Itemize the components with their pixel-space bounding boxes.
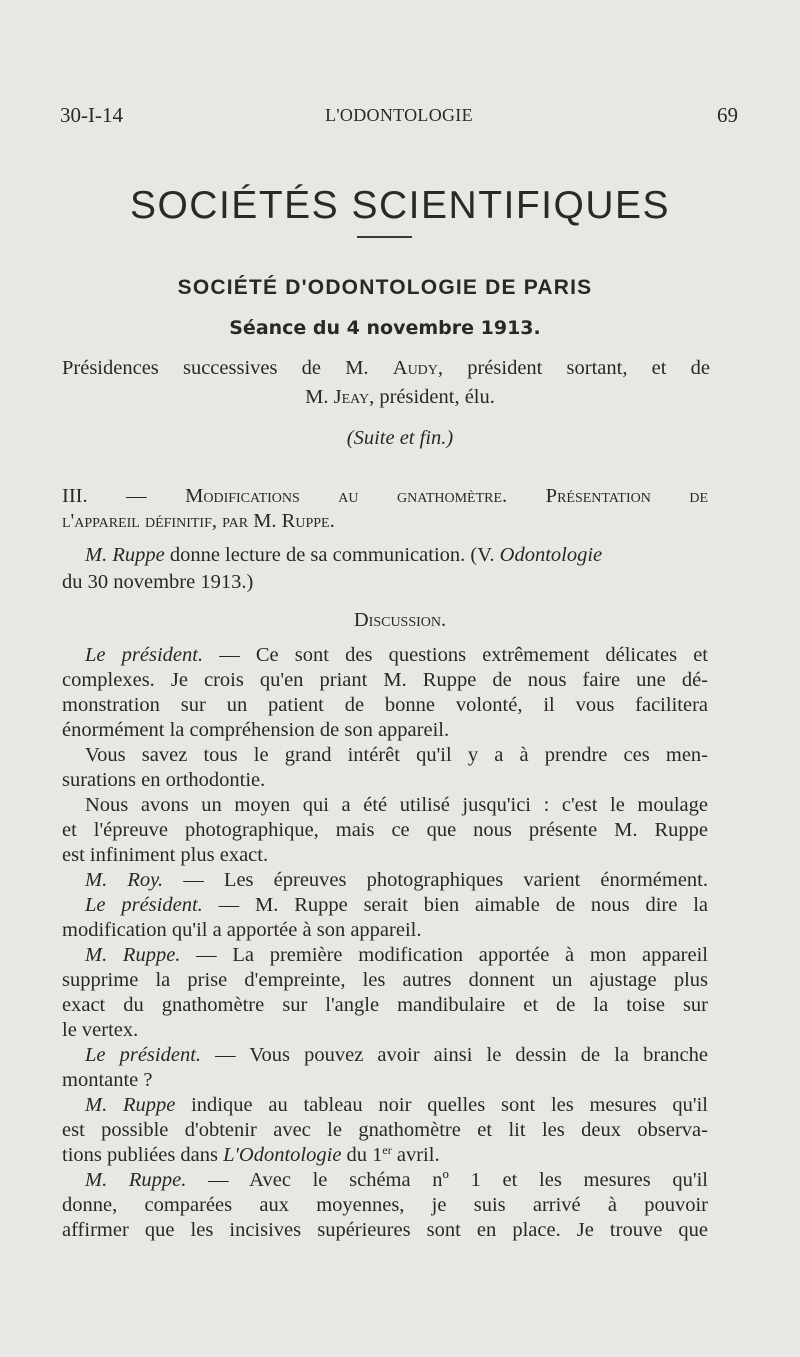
section-heading-line-2: l'appareil définitif, par M. Ruppe. <box>62 510 335 532</box>
header-date: 30-I-14 <box>60 103 123 127</box>
p1-line-4: énormément la compréhension de son appareil. <box>62 719 450 741</box>
p3-line-1: Nous avons un moyen qui a été utilisé jusqu'ici : c'est le moulage <box>85 794 708 816</box>
header-journal-title: L'ODONTOLOGIE <box>325 105 473 125</box>
section-title: SOCIÉTÉS SCIENTIFIQUES <box>129 184 671 227</box>
intro-line-1: M. Ruppe donne lecture de sa communication. (V. Odontologie <box>85 544 603 566</box>
p4-line-1: M. Roy. — Les épreuves photographiques varient énormément. <box>85 869 708 891</box>
p9-line-3: affirmer que les incisives supérieures sont en place. Je trouve que <box>62 1219 708 1241</box>
running-header <box>60 103 738 133</box>
p8-line-2: est possible d'obtenir avec le gnathomètre et lit les deux observa- <box>62 1119 708 1141</box>
title-divider <box>357 236 412 238</box>
p2-line-2: surations en orthodontie. <box>62 769 266 791</box>
p6-line-2: supprime la prise d'empreinte, les autres donnent un ajustage plus <box>62 969 708 991</box>
p9-line-2: donne, comparées aux moyennes, je suis arrivé à pouvoir <box>62 1194 708 1216</box>
p1-line-3: monstration sur un patient de bonne volonté, il vous facilitera <box>62 694 708 716</box>
p5-line-2: modification qu'il a apportée à son appareil. <box>62 919 422 941</box>
p7-line-2: montante ? <box>62 1069 153 1091</box>
section-heading-line-1: III. — Modifications au gnathomètre. Présentation de <box>62 485 708 507</box>
p2-line-1: Vous savez tous le grand intérêt qu'il y a à prendre ces men- <box>85 744 708 766</box>
p7-line-1: Le président. — Vous pouvez avoir ainsi le dessin de la branche <box>85 1044 708 1066</box>
p9-line-1: M. Ruppe. — Avec le schéma nº 1 et les mesures qu'il <box>85 1169 708 1191</box>
p6-line-1: M. Ruppe. — La première modification apportée à mon appareil <box>85 944 708 966</box>
society-heading: SOCIÉTÉ D'ODONTOLOGIE DE PARIS <box>177 276 593 299</box>
session-date: Séance du 4 novembre 1913. <box>229 317 541 339</box>
presidences-line-2: M. Jeay, président, élu. <box>305 386 495 408</box>
page-number: 69 <box>717 103 738 127</box>
p8-line-1: M. Ruppe indique au tableau noir quelles sont les mesures qu'il <box>85 1094 708 1116</box>
p6-line-4: le vertex. <box>62 1019 139 1041</box>
p8-line-3: tions publiées dans L'Odontologie du 1er avril. <box>62 1143 440 1166</box>
presidences-line-1: Présidences successives de M. Audy, président sortant, et de <box>62 357 711 379</box>
president-name-2: Jeay <box>333 386 370 408</box>
p5-line-1: Le président. — M. Ruppe serait bien aimable de nous dire la <box>85 894 708 916</box>
p6-line-3: exact du gnathomètre sur l'angle mandibulaire et de la toise sur <box>62 994 708 1016</box>
discussion-heading: Discussion. <box>353 609 447 631</box>
p3-line-2: et l'épreuve photographique, mais ce que nous présente M. Ruppe <box>62 819 708 841</box>
p3-line-3: est infiniment plus exact. <box>62 844 269 866</box>
president-name-1: Audy <box>392 357 438 379</box>
p1-line-2: complexes. Je crois qu'en priant M. Ruppe de nous faire une dé- <box>62 669 708 691</box>
p1-line-1: Le président. — Ce sont des questions extrêmement délicates et <box>85 644 708 666</box>
intro-line-2: du 30 novembre 1913.) <box>62 571 254 593</box>
continuation-note: (Suite et fin.) <box>346 427 454 449</box>
